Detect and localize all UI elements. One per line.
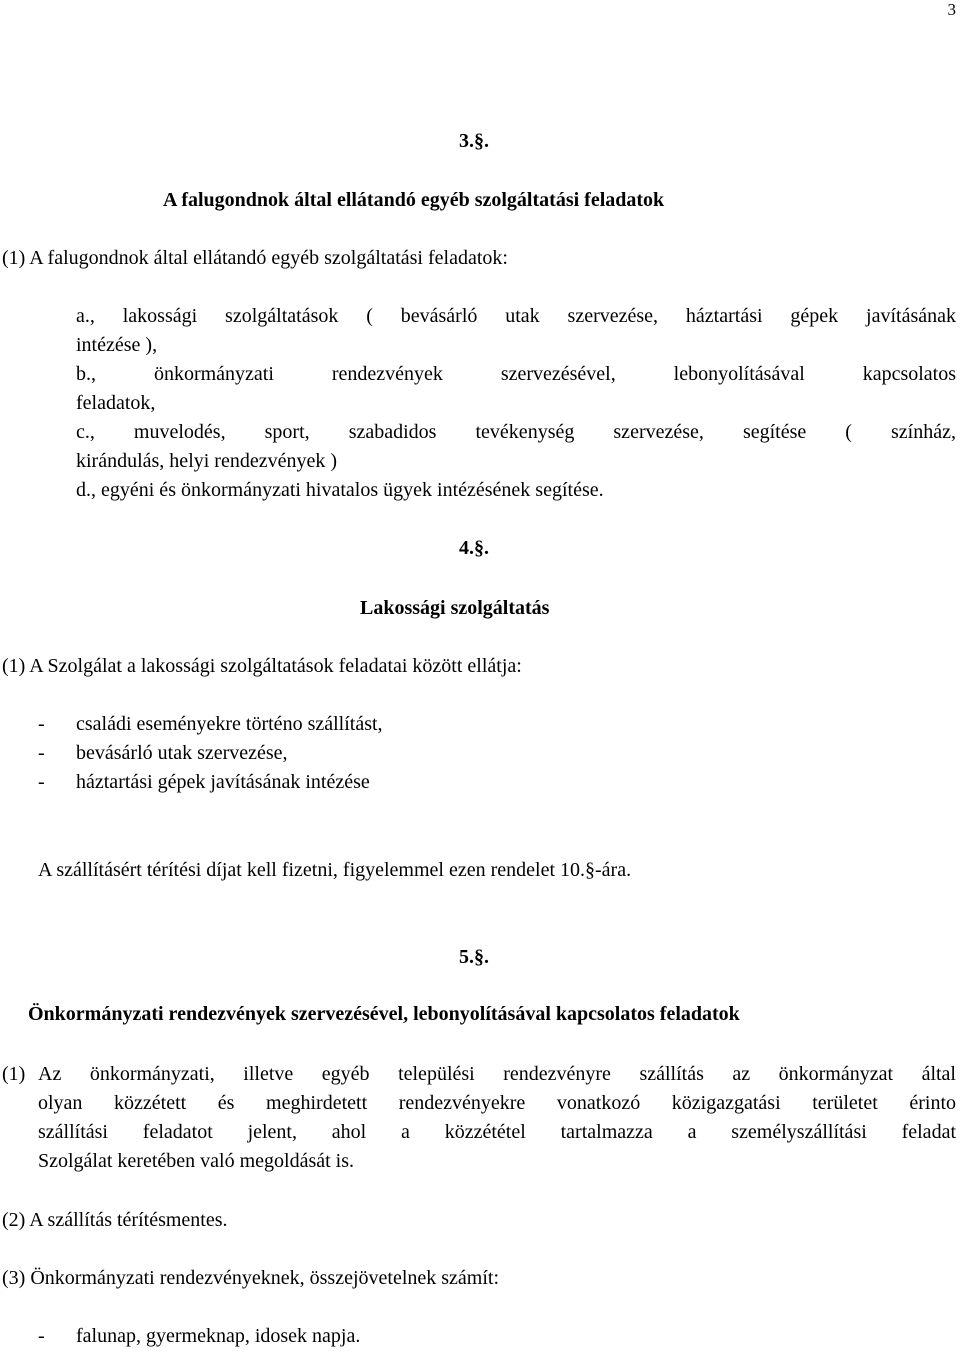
list-item: - háztartási gépek javításának intézése (38, 768, 383, 797)
section-4-intro: (1) A Szolgálat a lakossági szolgáltatások feladatai között ellátja: (2, 655, 522, 677)
section-3-title: A falugondnok által ellátandó egyéb szolgáltatási feladatok (163, 189, 665, 211)
section-3-item-b-line1: b., önkormányzati rendezvények szervezésével, lebonyolításával kapcsolatos (76, 363, 956, 385)
section-5-number: 5.§. (459, 946, 489, 968)
section-3-number: 3.§. (459, 130, 489, 152)
page-number: 3 (947, 0, 956, 19)
section-3-item-c-line1: c., muvelodés, sport, szabadidos tevékenység szervezése, segítése ( színház, (76, 421, 956, 443)
section-3-item-c-line2: kirándulás, helyi rendezvények ) (76, 450, 338, 472)
list-item: - bevásárló utak szervezése, (38, 739, 383, 768)
section-3-item-d: d., egyéni és önkormányzati hivatalos ügyek intézésének segítése. (76, 479, 604, 501)
section-3-intro: (1) A falugondnok által ellátandó egyéb szolgáltatási feladatok: (2, 247, 508, 269)
list-item: - családi eseményekre történo szállítást, (38, 710, 383, 739)
section-5-p3: (3) Önkormányzati rendezvényeknek, összejövetelnek számít: (2, 1267, 500, 1289)
section-5-list (38, 1322, 360, 1351)
section-4-list (38, 710, 383, 797)
section-5-p1-line1: Az önkormányzati, illetve egyéb települési rendezvényre szállítás az önkormányzat által (38, 1063, 956, 1085)
section-5-p1-line3: szállítási feladatot jelent, ahol a közzététel tartalmazza a személyszállítási feladat (38, 1121, 956, 1143)
section-4-note: A szállításért térítési díjat kell fizetni, figyelemmel ezen rendelet 10.§-ára. (38, 859, 632, 881)
section-5-p1-number: (1) (2, 1063, 26, 1085)
section-4-number: 4.§. (459, 537, 489, 559)
section-5-p1-line4: Szolgálat keretében való megoldását is. (38, 1150, 355, 1172)
section-3-item-a-line2: intézése ), (76, 334, 158, 356)
section-5-p2: (2) A szállítás térítésmentes. (2, 1209, 228, 1231)
section-3-item-b-line2: feladatok, (76, 392, 156, 414)
section-4-title: Lakossági szolgáltatás (360, 597, 550, 619)
section-5-title: Önkormányzati rendezvények szervezésével, lebonyolításával kapcsolatos feladatok (28, 1003, 740, 1025)
section-5-p1-line2: olyan közzétett és meghirdetett rendezvényekre vonatkozó közigazgatási területet érinto (38, 1092, 956, 1114)
section-3-item-a-line1: a., lakossági szolgáltatások ( bevásárló utak szervezése, háztartási gépek javításának (76, 305, 956, 327)
list-item: - falunap, gyermeknap, idosek napja. (38, 1322, 360, 1351)
